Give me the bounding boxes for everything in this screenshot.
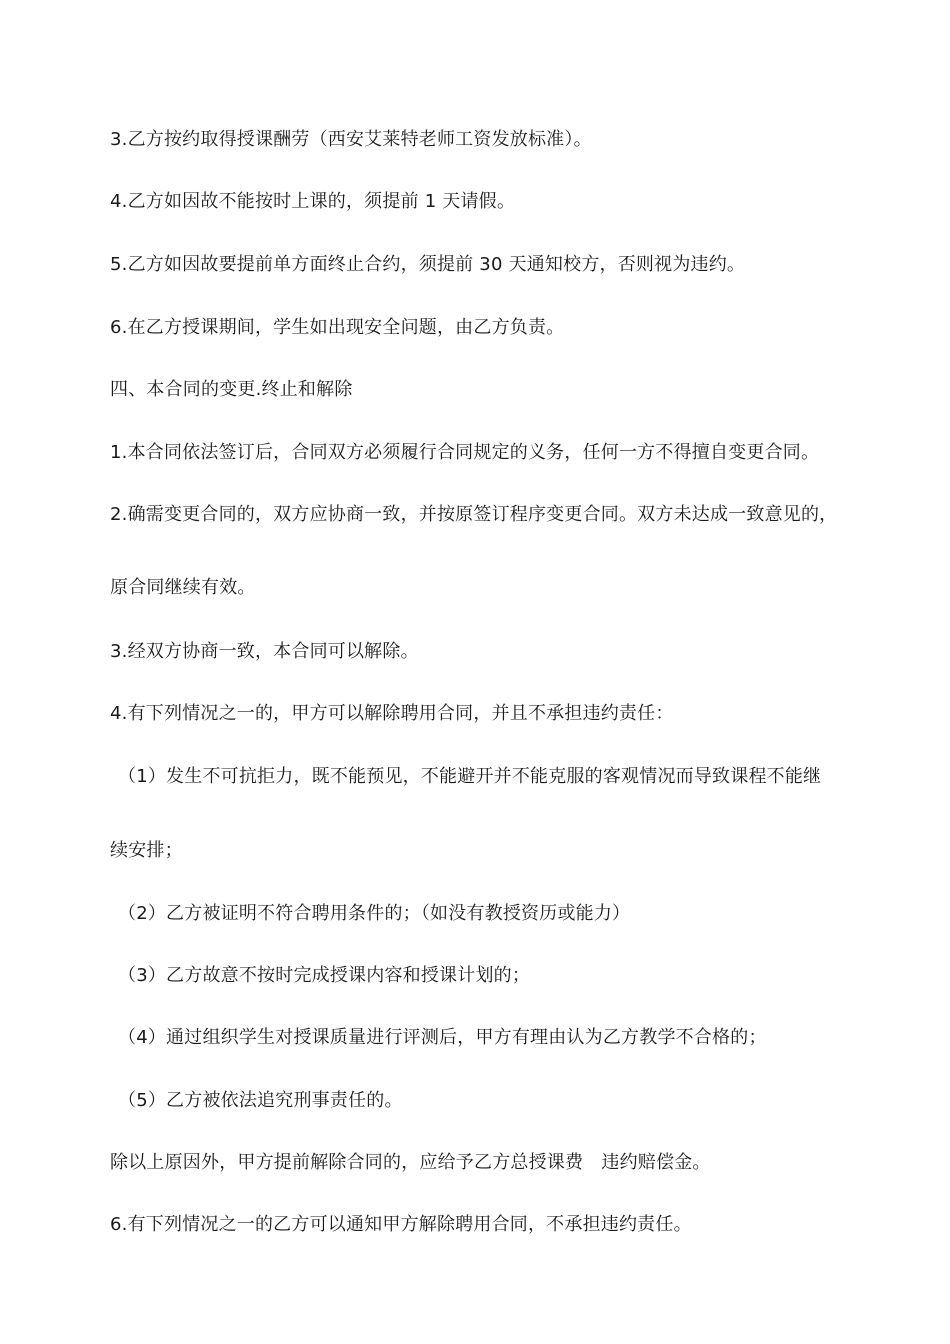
compensation-clause: 除以上原因外，甲方提前解除合同的，应给予乙方总授课费 违约赔偿金。 (110, 1152, 711, 1173)
clause-5-termination-notice: 5.乙方如因故要提前单方面终止合约，须提前 30 天通知校方，否则视为违约。 (110, 254, 746, 275)
section4-clause-1: 1.本合同依法签订后，合同双方必须履行合同规定的义务，任何一方不得擅自变更合同。 (110, 442, 820, 463)
section4-clause-4: 4.有下列情况之一的，甲方可以解除聘用合同，并且不承担违约责任： (110, 703, 674, 724)
sub-item-3: （3）乙方故意不按时完成授课内容和授课计划的； (118, 965, 531, 986)
section4-clause-6: 6.有下列情况之一的乙方可以通知甲方解除聘用合同，不承担违约责任。 (110, 1214, 692, 1235)
section4-clause-3: 3.经双方协商一致，本合同可以解除。 (110, 641, 419, 662)
clause-4-leave: 4.乙方如因故不能按时上课的，须提前 1 天请假。 (110, 191, 516, 212)
sub-item-5: （5）乙方被依法追究刑事责任的。 (118, 1090, 403, 1111)
section-heading-4: 四、本合同的变更.终止和解除 (110, 379, 353, 400)
clause-6-safety: 6.在乙方授课期间，学生如出现安全问题，由乙方负责。 (110, 317, 565, 338)
sub-item-1: （1）发生不可抗拒力，既不能预见，不能避开并不能克服的客观情况而导致课程不能继 (118, 766, 822, 787)
sub-item-1-cont: 续安排； (110, 840, 183, 861)
clause-3-remuneration: 3.乙方按约取得授课酬劳（西安艾莱特老师工资发放标准）。 (110, 129, 592, 150)
sub-item-4: （4）通过组织学生对授课质量进行评测后，甲方有理由认为乙方教学不合格的； (118, 1027, 767, 1048)
sub-item-2: （2）乙方被证明不符合聘用条件的；（如没有教授资历或能力） (118, 903, 631, 924)
section4-clause-2: 2.确需变更合同的，双方应协商一致，并按原签订程序变更合同。双方未达成一致意见的， (110, 504, 838, 525)
section4-clause-2-cont: 原合同继续有效。 (110, 577, 256, 598)
